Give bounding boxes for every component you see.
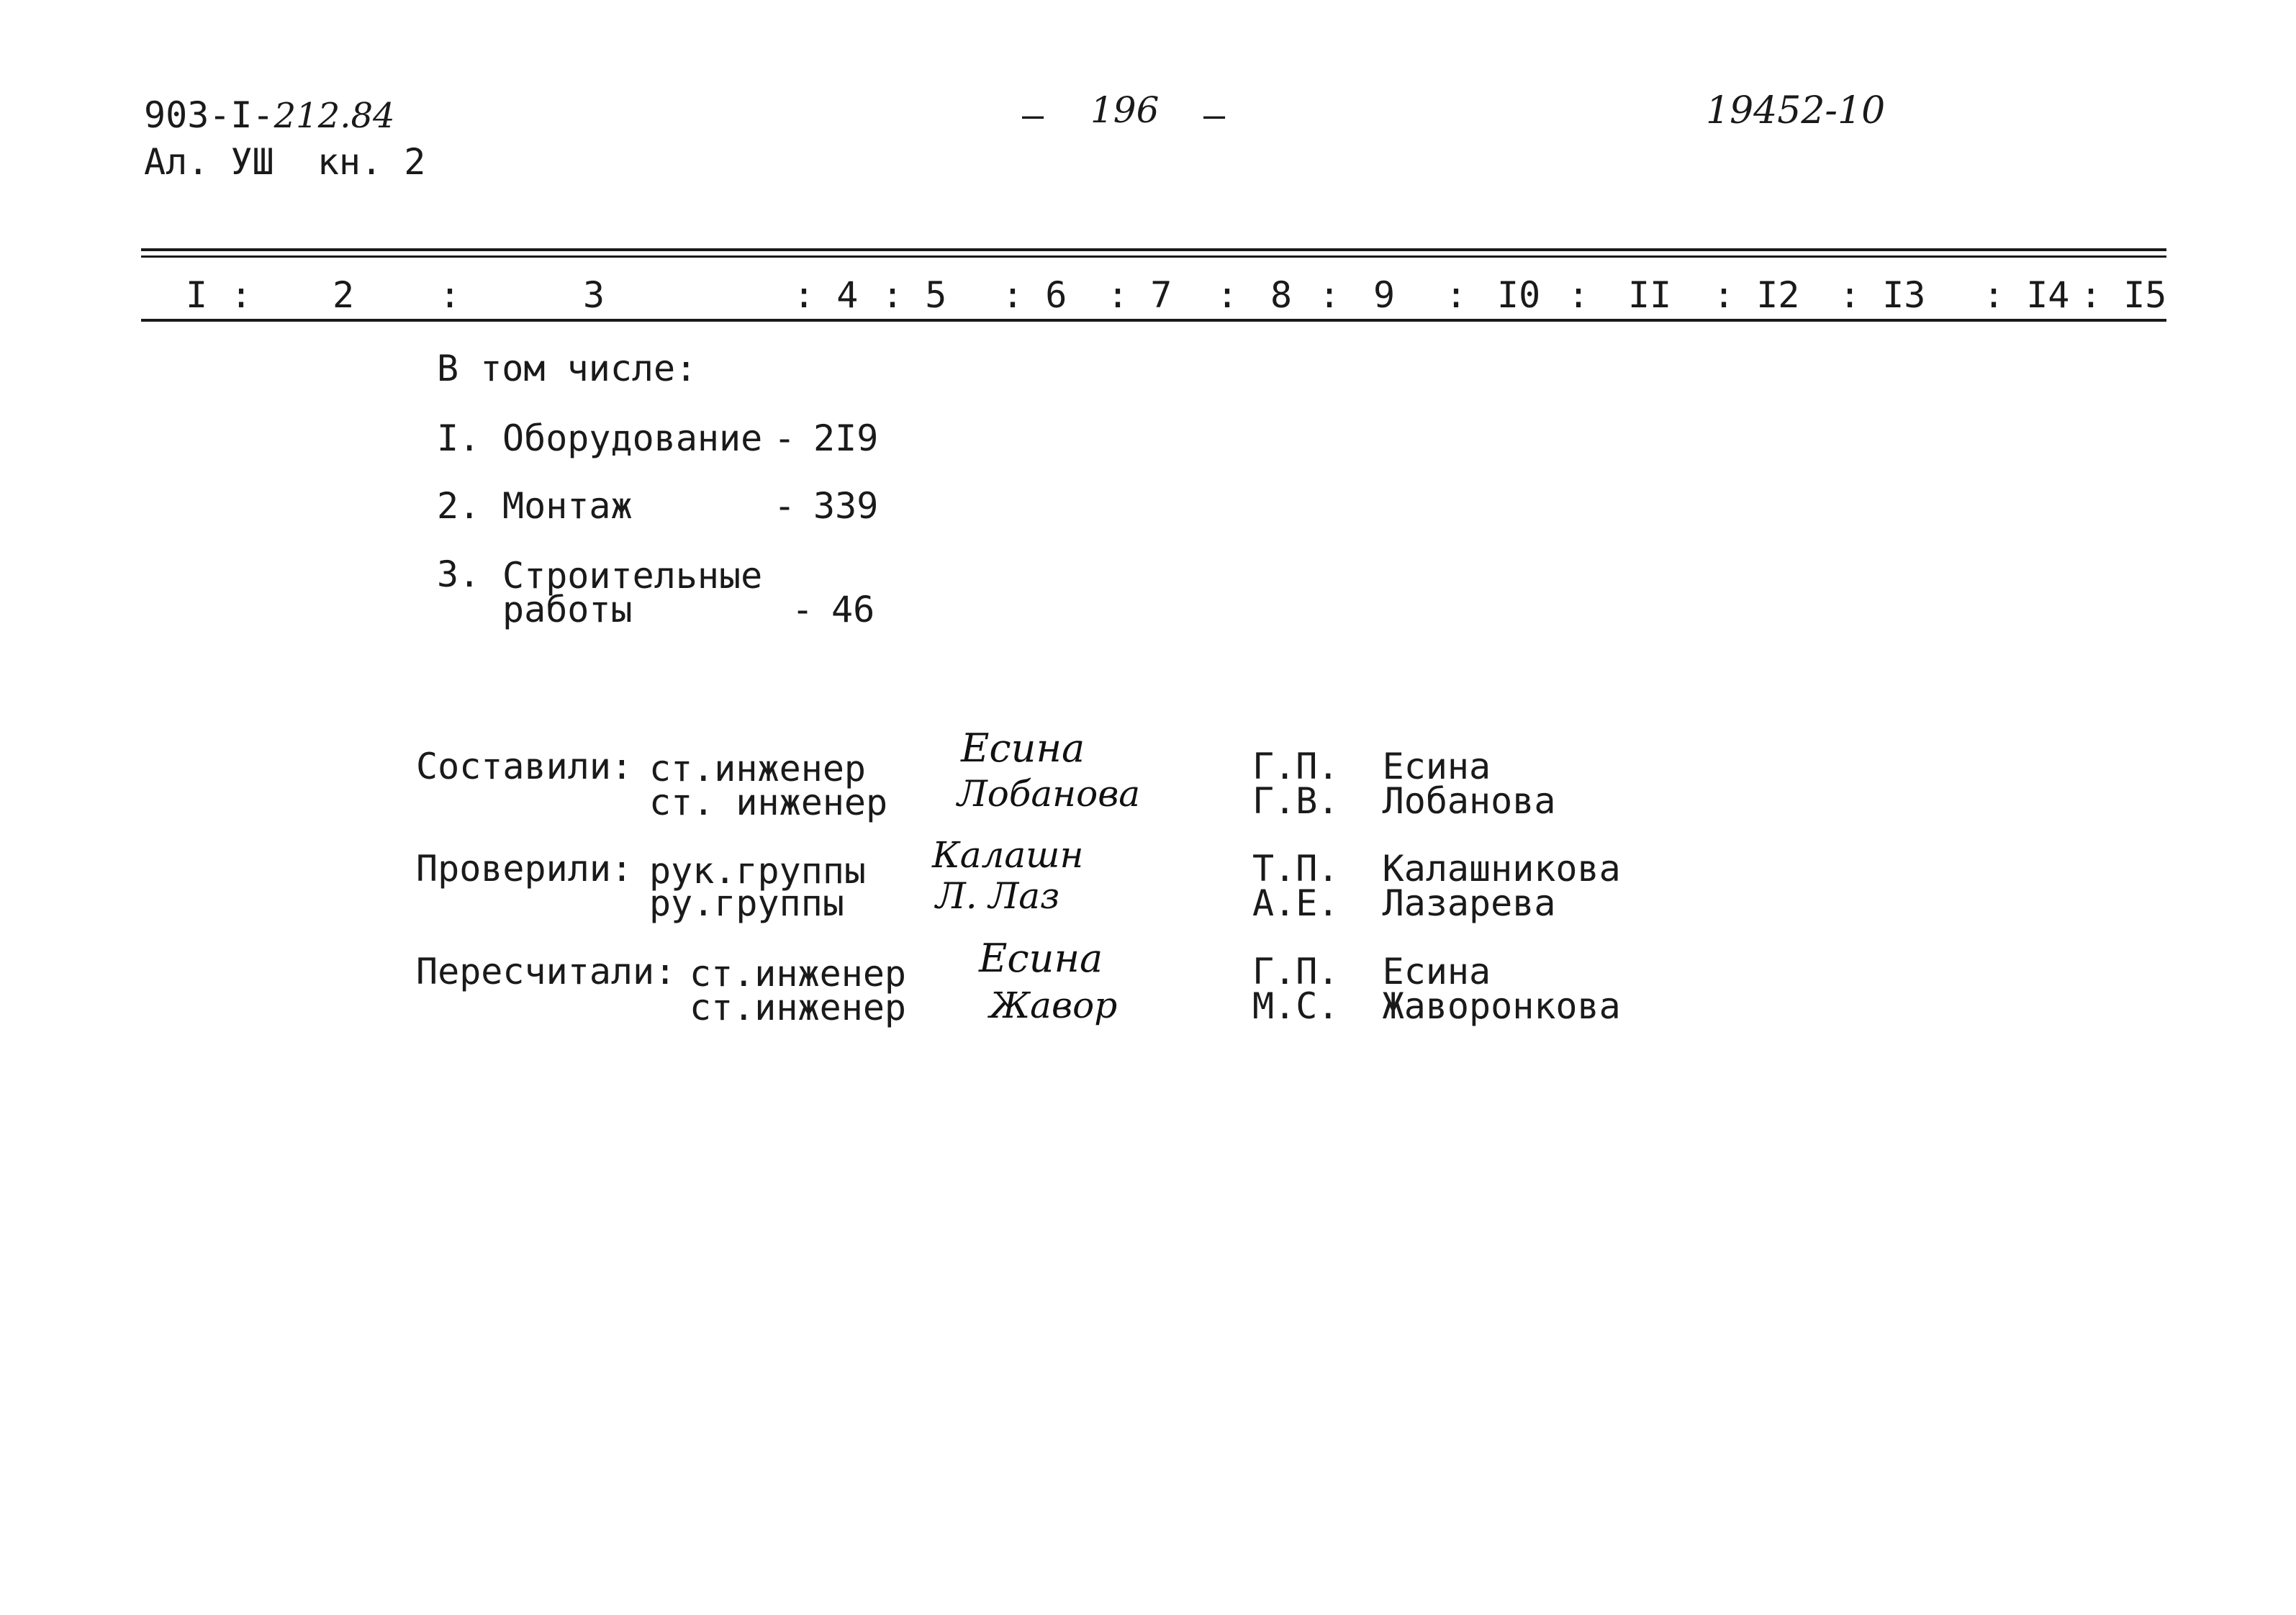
- col-7: : 7: [1107, 274, 1172, 316]
- archive-number: 19452-10: [1706, 89, 1886, 132]
- signer-position-4: ру.группы: [649, 882, 844, 924]
- signer-name-1: Г.П. Есина: [1252, 746, 1491, 787]
- breakdown-item-3-label-2: работы: [502, 589, 633, 630]
- handwritten-signature-5: Есина: [979, 936, 1103, 981]
- signer-name-4: А.Е. Лазарева: [1252, 882, 1556, 924]
- signer-position-3: рук.группы: [649, 850, 867, 892]
- signer-name-2: Г.В. Лобанова: [1252, 780, 1556, 822]
- col-8: 8: [1270, 274, 1293, 316]
- handwritten-signature-3: Калашн: [932, 834, 1084, 876]
- col-5: : 5: [882, 274, 947, 316]
- table-top-rule-2: [141, 255, 2166, 258]
- breakdown-item-3-dash: -: [792, 589, 814, 630]
- signer-position-1: ст.инженер: [649, 748, 867, 790]
- col-3: 3: [583, 274, 605, 316]
- doc-code-prefix: 903-I-: [144, 94, 274, 136]
- signer-name-6: М.С. Жаворонкова: [1252, 985, 1621, 1027]
- breakdown-item-3-num: 3.: [437, 553, 481, 595]
- col-15: : I5: [2080, 274, 2167, 316]
- breakdown-item-1-dash: -: [774, 417, 796, 459]
- handwritten-signature-1: Есина: [961, 725, 1085, 771]
- col-6: : 6: [1002, 274, 1067, 316]
- breakdown-item-2-dash: -: [774, 485, 796, 527]
- breakdown-item-1-label: Оборудование: [502, 417, 763, 459]
- col-sep-1: :: [230, 274, 253, 316]
- signer-name-3: Т.П. Калашникова: [1252, 848, 1621, 890]
- breakdown-item-2-num: 2.: [437, 485, 481, 527]
- signers-role-compiled: Составили:: [416, 746, 633, 787]
- breakdown-item-1-num: I.: [437, 417, 481, 459]
- col-13: : I3: [1839, 274, 1926, 316]
- table-top-rule-1: [141, 248, 2166, 251]
- handwritten-signature-2: Лобанова: [957, 773, 1141, 815]
- col-10: I0: [1497, 274, 1541, 316]
- breakdown-item-2-value: 339: [813, 485, 879, 527]
- breakdown-item-3-value: 46: [831, 589, 875, 630]
- col-sep-7: :: [1216, 274, 1239, 316]
- signers-role-checked: Проверили:: [416, 848, 633, 890]
- col-sep-9: :: [1445, 274, 1468, 316]
- signer-position-2: ст. инженер: [649, 782, 888, 823]
- signers-role-recalculated: Пересчитали:: [416, 951, 677, 992]
- col-1: I: [186, 274, 208, 316]
- col-9: 9: [1373, 274, 1396, 316]
- page-dash-right: –: [1203, 94, 1226, 136]
- signer-position-5: ст.инженер: [690, 953, 907, 995]
- album-line: Ал. УШ кн. 2: [144, 141, 426, 183]
- col-14: : I4: [1983, 274, 2070, 316]
- col-sep-8: :: [1319, 274, 1341, 316]
- handwritten-signature-4: Л. Лаз: [936, 875, 1060, 917]
- signer-name-5: Г.П. Есина: [1252, 951, 1491, 992]
- col-4: : 4: [793, 274, 859, 316]
- doc-code-handwritten: 212.84: [274, 96, 395, 136]
- breakdown-item-1-value: 2I9: [813, 417, 879, 459]
- col-11: II: [1628, 274, 1672, 316]
- signer-position-6: ст.инженер: [690, 987, 907, 1028]
- page-number: 196: [1090, 89, 1160, 131]
- page-dash-left: –: [1022, 94, 1044, 136]
- col-12: : I2: [1713, 274, 1800, 316]
- breakdown-item-3-label: Строительные: [502, 555, 763, 597]
- breakdown-heading: В том числе:: [437, 348, 697, 389]
- col-sep-10: :: [1568, 274, 1590, 316]
- handwritten-signature-6: Жавор: [990, 985, 1118, 1026]
- col-sep-2: :: [439, 274, 461, 316]
- breakdown-item-2-label: Монтаж: [502, 485, 633, 527]
- table-bottom-rule: [141, 319, 2166, 322]
- doc-code: [144, 94, 395, 136]
- col-2: 2: [333, 274, 355, 316]
